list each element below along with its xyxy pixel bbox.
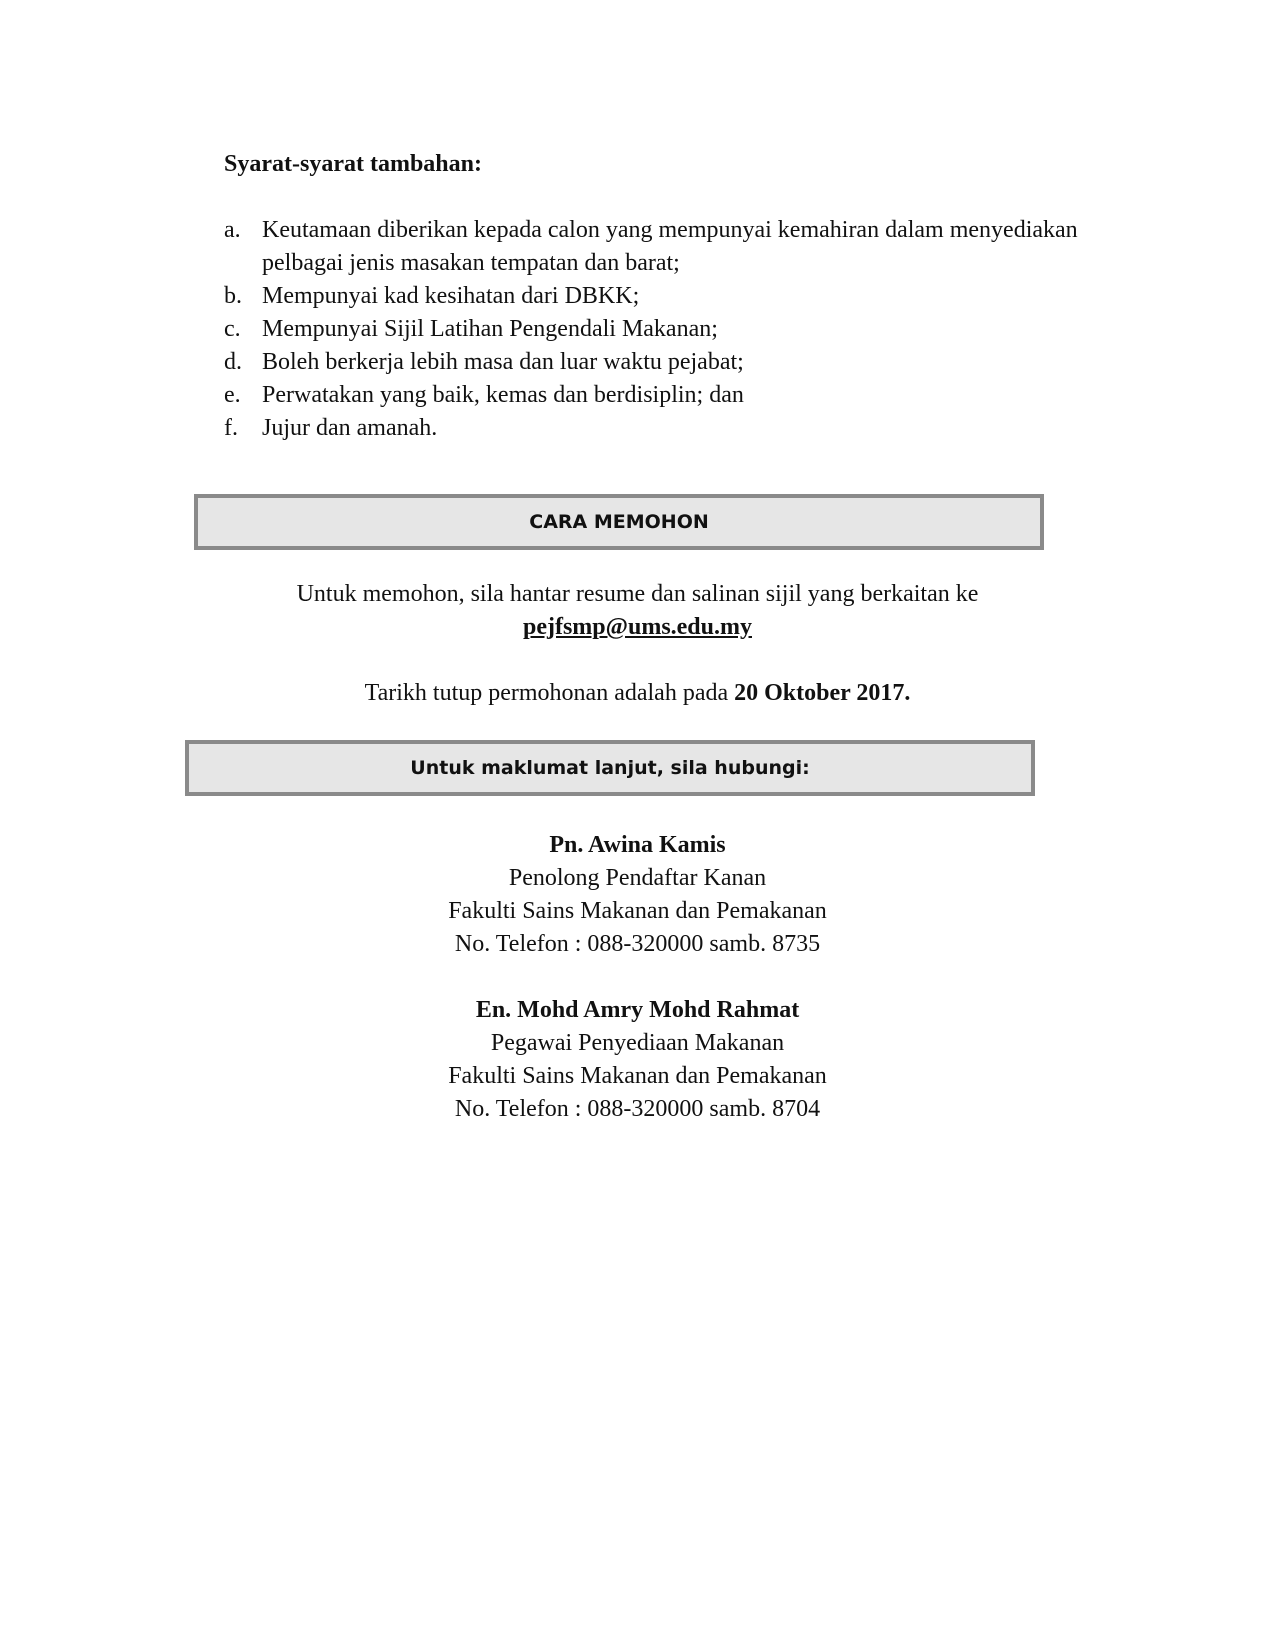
contact-phone: No. Telefon : 088-320000 samb. 8735 bbox=[454, 931, 821, 957]
list-item bbox=[224, 412, 1124, 445]
list-marker: b. bbox=[224, 283, 242, 309]
requirements-heading: Syarat-syarat tambahan: bbox=[224, 151, 482, 177]
list-item-text: Mempunyai Sijil Latihan Pengendali Makanan; bbox=[262, 316, 718, 342]
contact-block bbox=[0, 829, 1275, 961]
contact-info-banner bbox=[185, 740, 1035, 796]
list-item bbox=[224, 379, 1124, 412]
contact-position: Penolong Pendaftar Kanan bbox=[508, 865, 767, 891]
list-item bbox=[224, 280, 1124, 313]
closing-date-line bbox=[0, 677, 1275, 710]
apply-email-link[interactable]: pejfsmp@ums.edu.my bbox=[522, 614, 752, 640]
contact-phone: No. Telefon : 088-320000 samb. 8704 bbox=[454, 1096, 821, 1122]
list-item-text: Keutamaan diberikan kepada calon yang mempunyai kemahiran dalam menyediakan pelbagai jenis masakan tempatan dan barat; bbox=[262, 217, 1078, 276]
list-item bbox=[224, 313, 1124, 346]
contact-faculty: Fakulti Sains Makanan dan Pemakanan bbox=[448, 898, 827, 924]
apply-instruction: Untuk memohon, sila hantar resume dan salinan sijil yang berkaitan ke bbox=[296, 581, 979, 607]
requirements-list bbox=[224, 214, 1124, 445]
list-marker: e. bbox=[224, 382, 241, 408]
list-marker: f. bbox=[224, 415, 238, 441]
contact-name: Pn. Awina Kamis bbox=[549, 832, 726, 858]
contact-faculty: Fakulti Sains Makanan dan Pemakanan bbox=[448, 1063, 827, 1089]
list-marker: d. bbox=[224, 349, 242, 375]
closing-date-prefix: Tarikh tutup permohonan adalah pada bbox=[364, 680, 729, 706]
list-item-text: Jujur dan amanah. bbox=[262, 415, 438, 441]
contact-name: En. Mohd Amry Mohd Rahmat bbox=[475, 997, 800, 1023]
list-item-text: Boleh berkerja lebih masa dan luar waktu pejabat; bbox=[262, 349, 744, 375]
list-marker: a. bbox=[224, 217, 241, 243]
how-to-apply-title: CARA MEMOHON bbox=[529, 511, 709, 533]
how-to-apply-banner bbox=[194, 494, 1044, 550]
list-item bbox=[224, 346, 1124, 379]
list-marker: c. bbox=[224, 316, 241, 342]
list-item-text: Perwatakan yang baik, kemas dan berdisiplin; dan bbox=[262, 382, 744, 408]
contact-info-title: Untuk maklumat lanjut, sila hubungi: bbox=[410, 757, 810, 779]
contact-position: Pegawai Penyediaan Makanan bbox=[490, 1030, 785, 1056]
list-item bbox=[224, 214, 1124, 280]
list-item-text: Mempunyai kad kesihatan dari DBKK; bbox=[262, 283, 640, 309]
contact-block bbox=[0, 994, 1275, 1126]
closing-date-value: 20 Oktober 2017. bbox=[734, 680, 911, 706]
